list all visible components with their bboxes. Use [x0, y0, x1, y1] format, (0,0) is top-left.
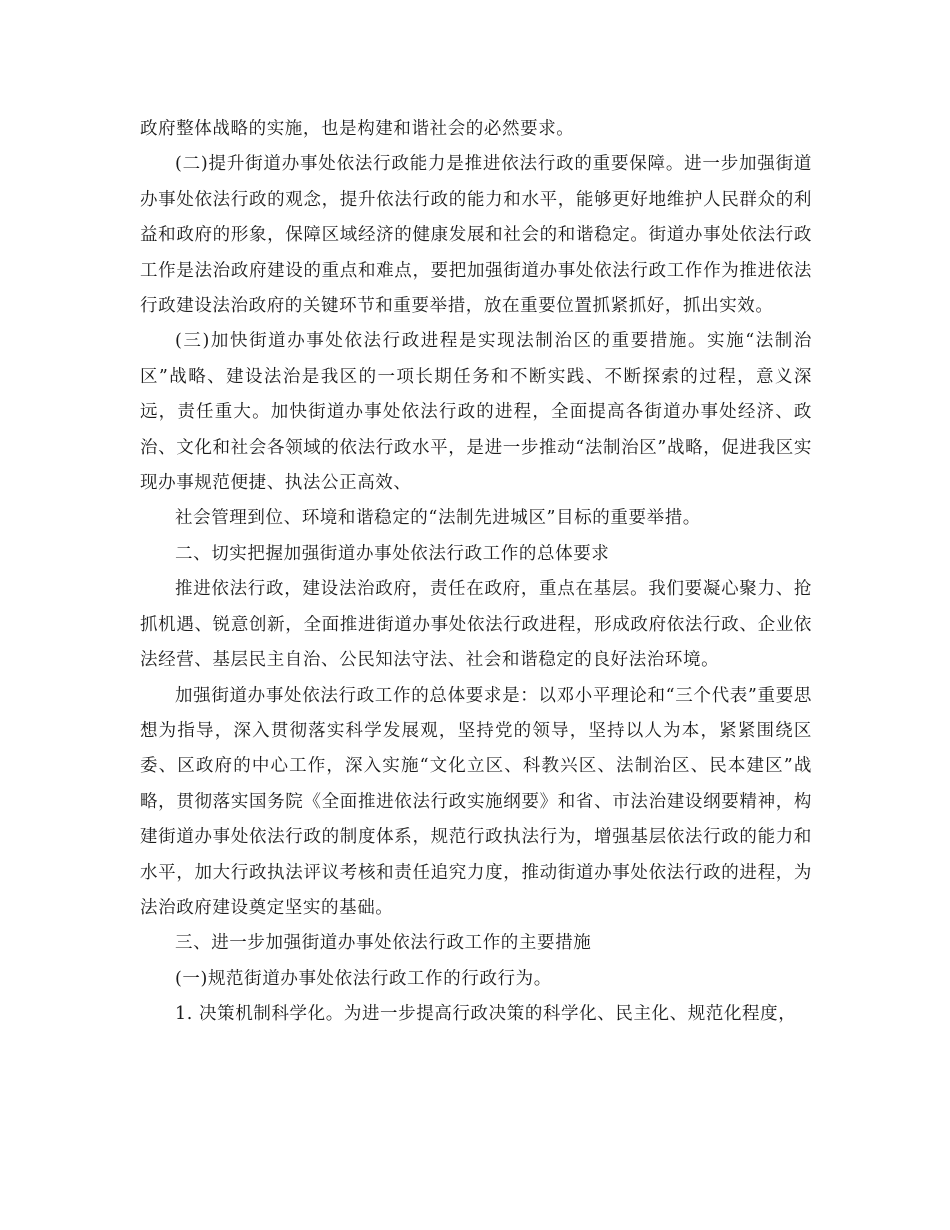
- subheading-part-3-1: (一)规范街道办事处依法行政工作的行政行为。: [175, 968, 552, 989]
- paragraph-section-3: (三)加快街道办事处依法行政进程是实现法制治区的重要措施。实施“法制治区”战略、建设法治是我区的一项长期任务和不断实践、不断探索的过程，意义深远，责任重大。加快街道办事处依法行政的进程，全面提高各街道办事处经济、政治、文化和社会各领域的依法行政水平，是进一步推动“法制治区”战略，促进我区实现办事规范便捷、执法公正高效、: [140, 331, 812, 494]
- heading-part-3: 三、进一步加强街道办事处依法行政工作的主要措施: [175, 933, 592, 954]
- paragraph-section-2: (二)提升街道办事处依法行政能力是推进依法行政的重要保障。进一步加强街道办事处依法行政的观念，提升依法行政的能力和水平，能够更好地维护人民群众的利益和政府的形象，保障区域经济的健康发展和社会的和谐稳定。街道办事处依法行政工作是法治政府建设的重点和难点，要把加强街道办事处依法行政工作作为推进依法行政建设法治政府的关键环节和重要举措，放在重要位置抓紧抓好，抓出实效。: [140, 154, 812, 317]
- document-body: [140, 112, 812, 1033]
- heading-part-2: 二、切实把握加强街道办事处依法行政工作的总体要求: [175, 543, 610, 564]
- paragraph-section-3-cont: 社会管理到位、环境和谐稳定的“法制先进城区”目标的重要举措。: [175, 508, 701, 529]
- paragraph-item-1: 1. 决策机制科学化。为进一步提高行政决策的科学化、民主化、规范化程度，: [175, 1004, 797, 1025]
- paragraph-overall-requirements: 加强街道办事处依法行政工作的总体要求是：以邓小平理论和“三个代表”重要思想为指导，深入贯彻落实科学发展观，坚持党的领导，坚持以人为本，紧紧围绕区委、区政府的中心工作，深入实施“文化立区、科教兴区、法制治区、民本建区”战略，贯彻落实国务院《全面推进依法行政实施纲要》和省、市法治建设纲要精神，构建街道办事处依法行政的制度体系，规范行政执法行为，增强基层依法行政的能力和水平，加大行政执法评议考核和责任追究力度，推动街道办事处依法行政的进程，为法治政府建设奠定坚实的基础。: [140, 685, 812, 918]
- paragraph-continuation: 政府整体战略的实施，也是构建和谐社会的必然要求。: [140, 119, 575, 139]
- paragraph-part-2-intro: 推进依法行政，建设法治政府，责任在政府，重点在基层。我们要凝心聚力、抢抓机遇、锐意创新，全面推进街道办事处依法行政进程，形成政府依法行政、企业依法经营、基层民主自治、公民知法守法、社会和谐稳定的良好法治环境。: [140, 579, 812, 671]
